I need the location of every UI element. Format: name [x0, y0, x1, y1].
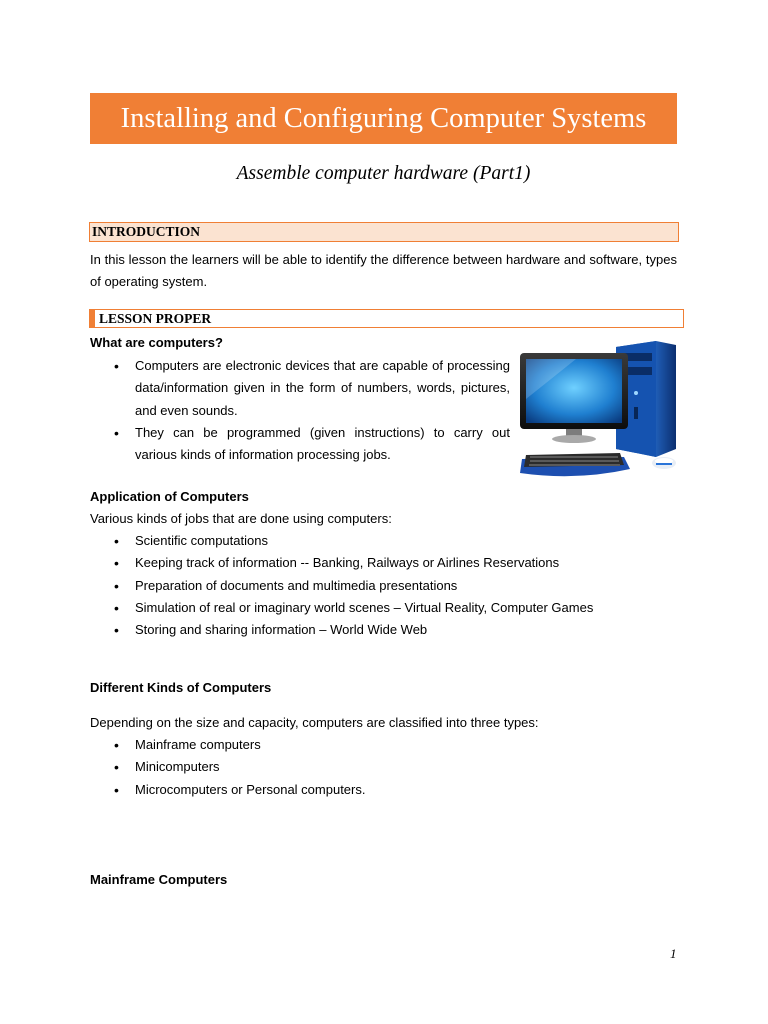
kinds-intro: Depending on the size and capacity, computers are classified into three types: [90, 715, 539, 730]
mainframe-heading: Mainframe Computers [90, 872, 228, 887]
page-number: 1 [670, 946, 677, 961]
list-item: • They can be programmed (given instructions) to carry out various kinds of information processing jobs. [90, 422, 510, 467]
list-item: • Scientific computations [90, 530, 677, 552]
list-item: • Mainframe computers [90, 734, 677, 756]
introduction-heading: INTRODUCTION [89, 222, 679, 242]
kinds-heading: Different Kinds of Computers [90, 680, 272, 695]
document-subtitle: Assemble computer hardware (Part1) [236, 163, 531, 184]
introduction-text: In this lesson the learners will be able to identify the difference between hardware and software, types of operating system. [90, 252, 677, 289]
list-item: • Minicomputers [90, 756, 677, 778]
lesson-proper-heading [89, 309, 684, 328]
kinds-list [90, 734, 677, 801]
lesson-proper-label: LESSON PROPER [99, 311, 212, 326]
list-item: • Storing and sharing information – World Wide Web [90, 619, 677, 641]
what-are-computers-heading: What are computers? [90, 335, 223, 350]
application-list [90, 530, 677, 641]
list-item: • Keeping track of information -- Banking, Railways or Airlines Reservations [90, 552, 677, 574]
application-intro: Various kinds of jobs that are done using computers: [90, 511, 392, 526]
list-item: • Simulation of real or imaginary world scenes – Virtual Reality, Computer Games [90, 597, 677, 619]
desktop-computer-icon [516, 333, 676, 483]
list-item: • Computers are electronic devices that are capable of processing data/information given in the form of numbers, words, pictures, and even sounds. [90, 355, 510, 422]
list-item: • Preparation of documents and multimedia presentations [90, 575, 677, 597]
what-are-computers-list [90, 355, 510, 466]
list-item: • Microcomputers or Personal computers. [90, 779, 677, 801]
document-title: Installing and Configuring Computer Systems [90, 93, 677, 144]
application-heading: Application of Computers [90, 489, 249, 504]
heading-accent-bar [90, 310, 95, 327]
